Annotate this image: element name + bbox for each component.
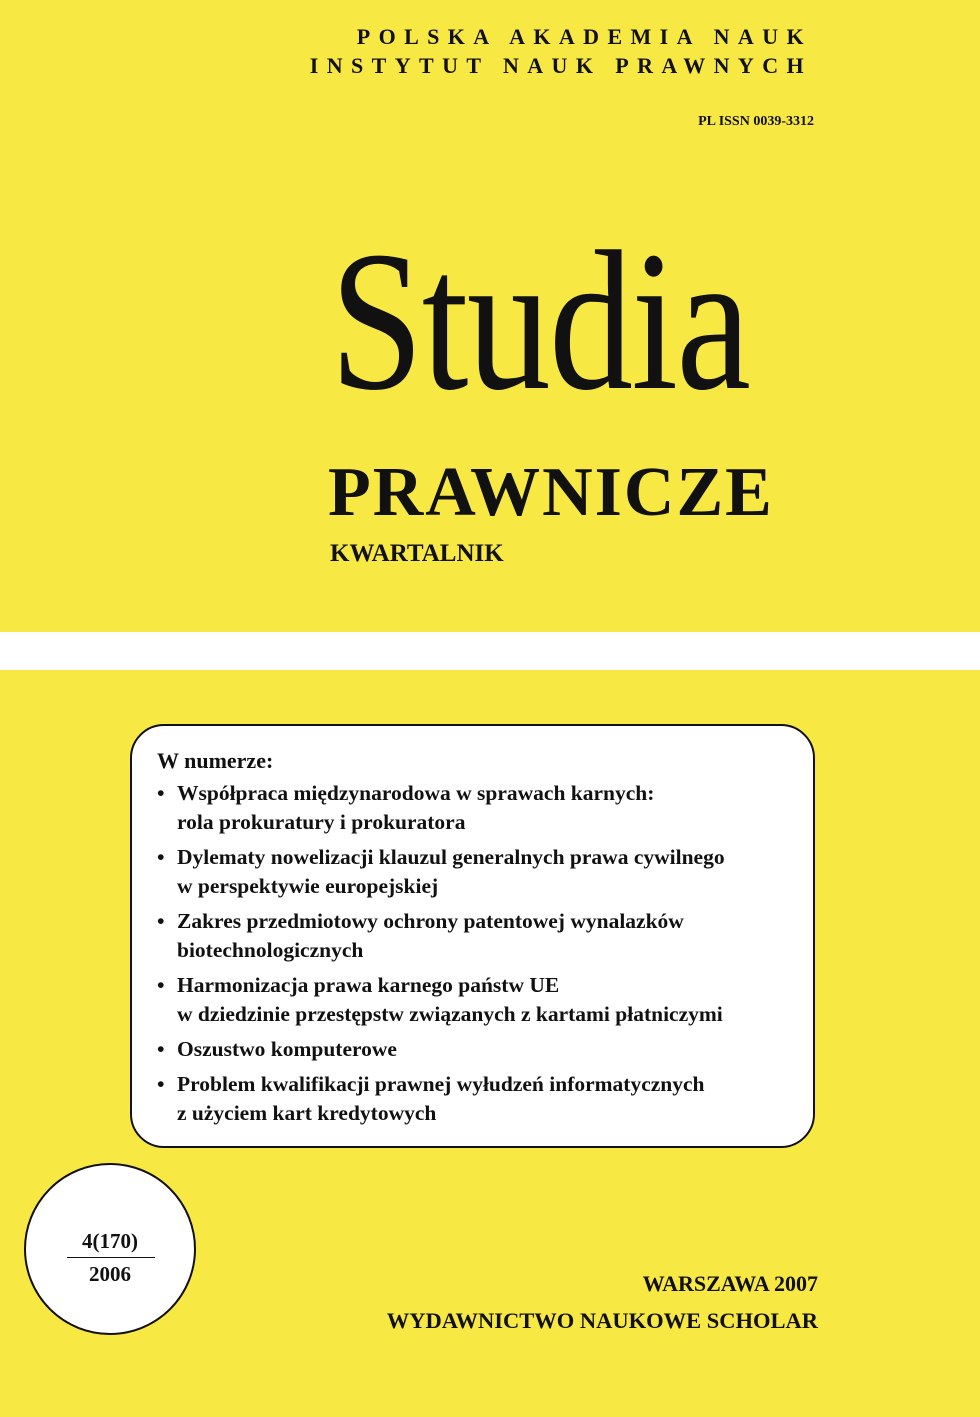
bullet-icon: • (157, 1072, 165, 1096)
contents-item-line: Dylematy nowelizacji klauzul generalnych prawa cywilnego (177, 845, 725, 869)
contents-item-line: rola prokuratury i prokuratora (177, 810, 466, 834)
contents-item (157, 971, 793, 1029)
journal-subtitle: KWARTALNIK (330, 540, 504, 567)
journal-title-second: PRAWNICZE (328, 454, 774, 531)
org-name-line2: INSTYTUT NAUK PRAWNYCH (309, 53, 812, 78)
contents-item (157, 1070, 793, 1128)
contents-item-line: Oszustwo komputerowe (177, 1037, 397, 1061)
bullet-icon: • (157, 781, 165, 805)
issue-divider (67, 1257, 155, 1258)
contents-item (157, 779, 793, 837)
publisher-name: WYDAWNICTWO NAUKOWE SCHOLAR (386, 1308, 818, 1333)
issn-number: PL ISSN 0039-3312 (698, 114, 814, 129)
contents-heading: W numerze: (157, 748, 274, 773)
cover-white-stripe (0, 632, 980, 670)
journal-title: Studia (330, 211, 750, 432)
contents-item-line: w dziedzinie przestępstw związanych z kartami płatniczymi (177, 1002, 723, 1026)
contents-list (157, 779, 793, 1128)
publication-city-year: WARSZAWA 2007 (642, 1271, 818, 1296)
contents-item-line: Zakres przedmiotowy ochrony patentowej wynalazków (177, 909, 684, 933)
bullet-icon: • (157, 973, 165, 997)
contents-item-line: biotechnologicznych (177, 938, 364, 962)
contents-item (157, 907, 793, 965)
issue-badge (24, 1163, 196, 1335)
contents-item-line: w perspektywie europejskiej (177, 874, 439, 898)
contents-box (130, 724, 815, 1148)
bullet-icon: • (157, 845, 165, 869)
contents-item-line: Harmonizacja prawa karnego państw UE (177, 973, 560, 997)
issue-year: 2006 (89, 1262, 131, 1286)
contents-item-line: Współpraca międzynarodowa w sprawach karnych: (177, 781, 655, 805)
contents-item-line: z użyciem kart kredytowych (177, 1101, 437, 1125)
bullet-icon: • (157, 1037, 165, 1061)
contents-item-line: Problem kwalifikacji prawnej wyłudzeń informatycznych (177, 1072, 705, 1096)
org-name-line1: POLSKA AKADEMIA NAUK (356, 24, 812, 49)
bullet-icon: • (157, 909, 165, 933)
issue-number: 4(170) (82, 1229, 138, 1253)
contents-item (157, 843, 793, 901)
contents-item (157, 1035, 793, 1064)
